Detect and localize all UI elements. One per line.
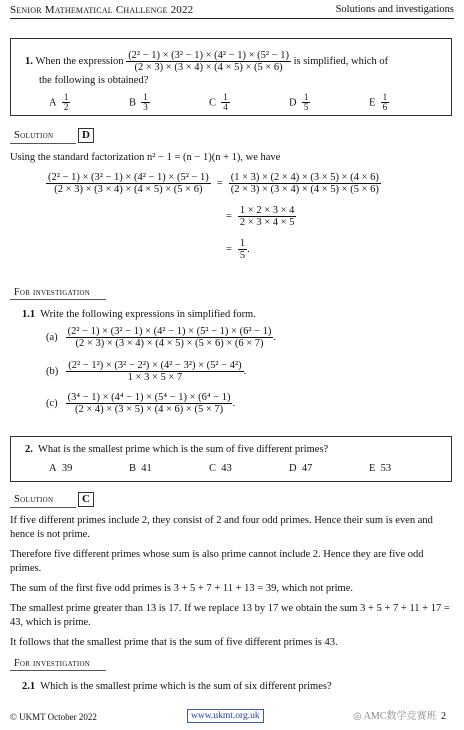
header-subtitle: Solutions and investigations <box>335 4 454 15</box>
question-text: What is the smallest prime which is the sum of five different primes? <box>37 444 329 455</box>
copyright: © UKMT October 2022 <box>10 712 97 722</box>
investigation-item: 2.1 Which is the smallest prime which is the sum of six different primes? <box>22 681 332 692</box>
question-number: 1. <box>25 56 33 68</box>
option-b: B $\frac{1}{3}$ <box>129 92 148 113</box>
question-1-box <box>10 38 452 116</box>
website-link[interactable]: www.ukmt.org.uk <box>187 709 264 723</box>
question-text-line2: the following is obtained? <box>39 75 149 86</box>
solution-body <box>10 514 452 650</box>
solution-intro: Using the standard factorization n² − 1 = (n − 1)(n + 1), we have <box>10 152 281 163</box>
watermark: ◎ AMC数学竞赛班 2 <box>353 711 446 722</box>
option-c: C 43 <box>209 463 232 474</box>
solution-label: Solution <box>14 494 54 505</box>
page-number: 2 <box>441 711 446 722</box>
option-a: A 39 <box>49 463 73 474</box>
investigation-underline <box>10 670 106 671</box>
equation-line-1: $\frac{\text{(2² − 1) × (3² − 1) × (4² − 1) × (5² − 1)}}{(2 \times 3) \times (3 \times 4) \times (4 \times 5) \times (5 \times 6)}$ = $\frac{(1 \times 3) \times (2 \times 4) \times (3 \times 5) \times (4 \times 6)}{(2 \times 3) \times (3 \times 4) \times (4 \times 5) \times (5 \times 6)}$ <box>48 172 379 196</box>
solution-paragraph: The smallest prime greater than 13 is 17. If we replace 13 by 17 we obtain the sum 3 + 5 + 7 + 11 + 17 = 43, which is prime. <box>10 603 450 628</box>
answer-box: D <box>78 128 94 143</box>
question-2-box <box>10 436 452 482</box>
investigation-label: For investigation <box>14 658 91 669</box>
equation-line-3: = $\frac{1}{5}$ . <box>226 238 250 262</box>
investigation-item: 1.1 Write the following expressions in simplified form. <box>22 309 256 320</box>
solution-paragraph: Therefore five different primes whose sum is also prime cannot include 2. Hence they are five odd primes. <box>10 549 424 574</box>
question-text-after: is simplified, which of <box>293 56 389 68</box>
investigation-part-a: (a) $\frac{\text{(2² − 1) × (3² − 1) × (4² − 1) × (5² − 1) × (6² − 1)}}{(2 \times 3) \times (3 \times 4) \times (4 \times 5) \times (5 \times 6) \times (6 \times 7)}$ . <box>46 326 277 350</box>
option-c: C $\frac{1}{4}$ <box>209 92 228 113</box>
option-b: B 41 <box>129 463 152 474</box>
investigation-part-b: (b) $\frac{\text{(2² − 1²) × (3² − 2²) × (4² − 3²) × (5² − 4²)}}{1 \times 3 \times 5 \times 7}$ . <box>46 360 247 384</box>
header-title: Senior Mathematical Challenge 2022 <box>10 4 194 16</box>
solution-paragraph: If five different primes include 2, they consist of 2 and four odd primes. Hence their sum is even and hence is not prime. <box>10 515 433 540</box>
investigation-label: For investigation <box>14 287 91 298</box>
answer-box: C <box>78 492 94 507</box>
solution-paragraph: It follows that the smallest prime that is the sum of five different primes is 43. <box>10 637 338 648</box>
header-rule <box>10 18 454 19</box>
option-d: D 47 <box>289 463 313 474</box>
investigation-part-c: (c) $\frac{\text{(3⁴ − 1) × (4⁴ − 1) × (5⁴ − 1) × (6⁴ − 1)}}{(2 \times 4) \times (3 \times 5) \times (4 \times 6) \times (5 \times 7)}$ . <box>46 392 236 416</box>
solution-underline <box>10 143 76 144</box>
expression-fraction: $\frac{\text{(2² − 1) × (3² − 1) × (4² − 1) × (5² − 1)}}{(2 \times 3) \times (3 \times 4) \times (4 \times 5) \times (5 \times 6)}$ <box>128 50 289 74</box>
option-e: E $\frac{1}{6}$ <box>369 92 388 113</box>
solution-paragraph: The sum of the first five odd primes is 3 + 5 + 7 + 11 + 13 = 39, which not prime. <box>10 583 354 594</box>
investigation-underline <box>10 299 106 300</box>
option-a: A $\frac{1}{2}$ <box>49 92 69 113</box>
question-text: When the expression <box>35 56 124 68</box>
chat-icon: ◎ <box>353 711 362 722</box>
solution-underline <box>10 507 76 508</box>
option-d: D $\frac{1}{5}$ <box>289 92 309 113</box>
solution-label: Solution <box>14 130 54 141</box>
question-number: 2. <box>25 444 33 455</box>
option-e: E 53 <box>369 463 392 474</box>
equation-line-2: = $\frac{1 \times 2 \times 3 \times 4}{2 \times 3 \times 4 \times 5}$ <box>226 205 295 229</box>
